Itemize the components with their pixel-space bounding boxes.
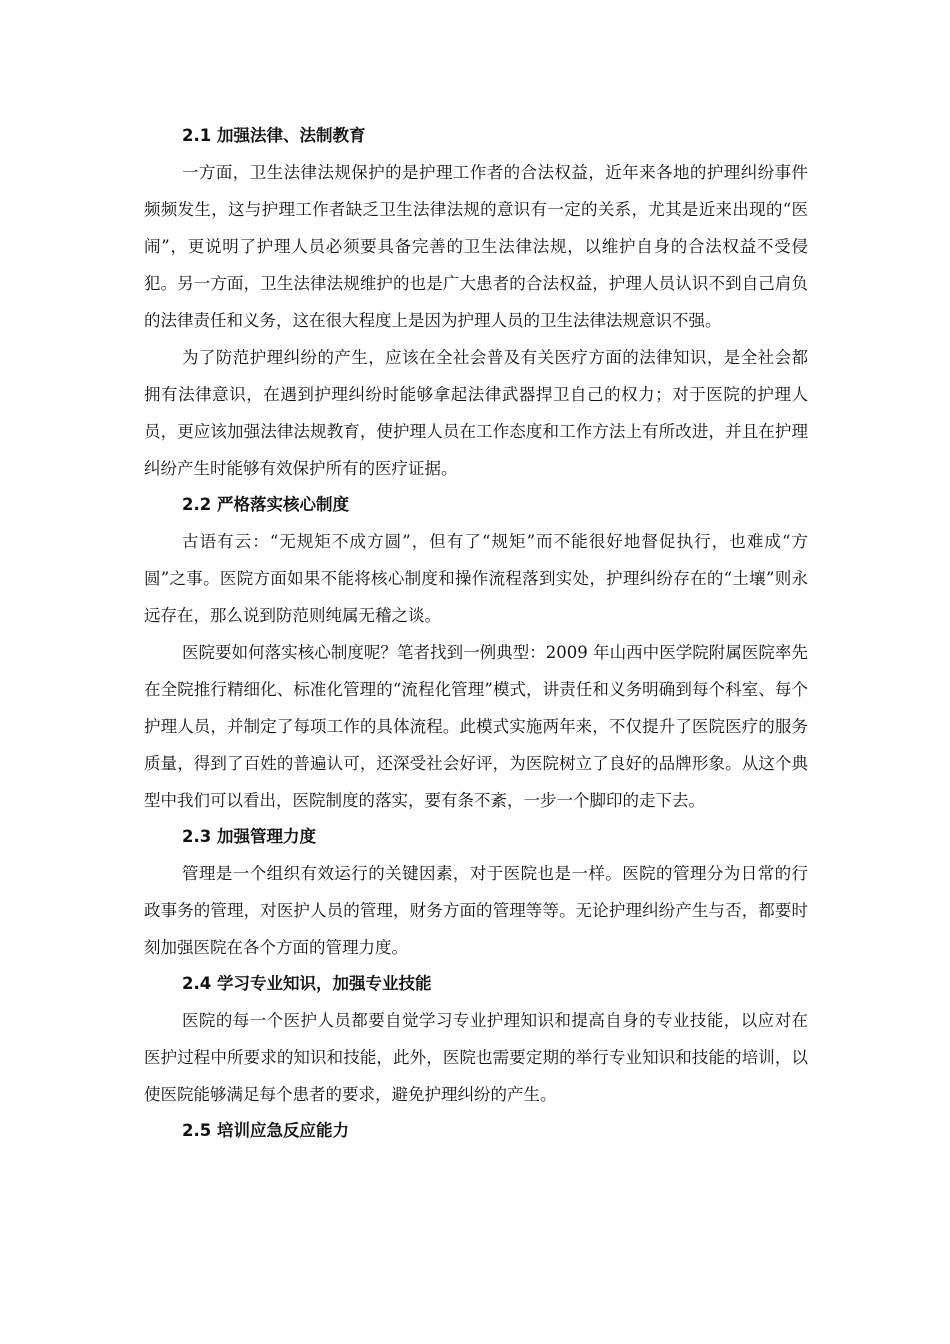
paragraph: 管理是一个组织有效运行的关键因素，对于医院也是一样。医院的管理分为日常的行政事务的管理，对医护人员的管理，财务方面的管理等等。无论护理纠纷产生与否，都要时刻加强医院在各个方面的管理力度。: [144, 864, 808, 957]
section-heading: 2.3 加强管理力度: [182, 827, 316, 846]
paragraph: 医院要如何落实核心制度呢？笔者找到一例典型：2009 年山西中医学院附属医院率先在全院推行精细化、标准化管理的“流程化管理”模式，讲责任和义务明确到每个科室、每个护理人员，并制定了每项工作的具体流程。此模式实施两年来，不仅提升了医院医疗的服务质量，得到了百姓的普遍认可，还深受社会好评，为医院树立了良好的品牌形象。从这个典型中我们可以看出，医院制度的落实，要有条不紊，一步一个脚印的走下去。: [144, 643, 808, 810]
paragraph: 为了防范护理纠纷的产生，应该在全社会普及有关医疗方面的法律知识，是全社会都拥有法律意识，在遇到护理纠纷时能够拿起法律武器捍卫自己的权力；对于医院的护理人员，更应该加强法律法规教育，使护理人员在工作态度和工作方法上有所改进，并且在护理纠纷产生时能够有效保护所有的医疗证据。: [144, 348, 808, 478]
paragraph: 一方面，卫生法律法规保护的是护理工作者的合法权益，近年来各地的护理纠纷事件频频发生，这与护理工作者缺乏卫生法律法规的意识有一定的关系，尤其是近来出现的“医闹”，更说明了护理人员必须要具备完善的卫生法律法规，以维护自身的合法权益不受侵犯。另一方面，卫生法律法规维护的也是广大患者的合法权益，护理人员认识不到自己肩负的法律责任和义务，这在很大程度上是因为护理人员的卫生法律法规意识不强。: [144, 163, 808, 330]
paragraph: 医院的每一个医护人员都要自觉学习专业护理知识和提高自身的专业技能，以应对在医护过程中所要求的知识和技能，此外，医院也需要定期的举行专业知识和技能的培训，以使医院能够满足每个患者的要求，避免护理纠纷的产生。: [144, 1011, 808, 1104]
paragraph: 古语有云：“无规矩不成方圆”，但有了“规矩”而不能很好地督促执行，也难成“方圆”之事。医院方面如果不能将核心制度和操作流程落到实处，护理纠纷存在的“土壤”则永远存在，那么说到防范则纯属无稽之谈。: [144, 532, 808, 625]
section-heading: 2.1 加强法律、法制教育: [182, 126, 366, 145]
section-heading: 2.5 培训应急反应能力: [182, 1121, 349, 1140]
section-heading: 2.2 严格落实核心制度: [182, 495, 349, 514]
document-page: [144, 118, 808, 1149]
section-heading: 2.4 学习专业知识，加强专业技能: [182, 974, 432, 993]
